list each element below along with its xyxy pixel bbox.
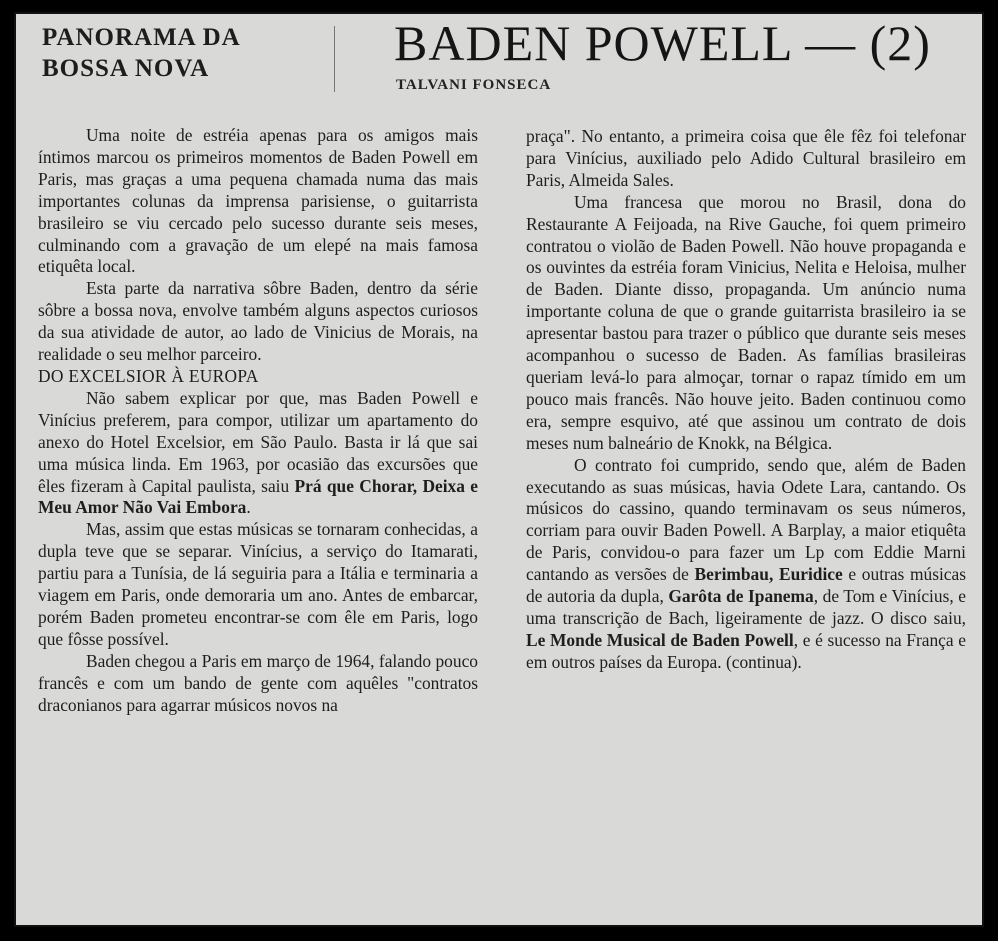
song-title: Euridice	[778, 564, 843, 585]
article-headline: BADEN POWELL — (2)	[394, 15, 931, 71]
song-title: Garôta de Ipanema	[668, 586, 814, 607]
author-byline: TALVANI FONSECA	[396, 77, 552, 93]
song-title: Prá que Chorar	[294, 475, 413, 496]
album-title: Le Monde Musical de Baden Powell	[526, 629, 794, 650]
text-run: O contrato foi cumprido, sendo que, além de Baden executando as suas músicas, havia Odete Lara, cantando. Os músicos do cassino, quando terminavam os seus números, corriam para ouvir Baden Powell. A Barplay, a maior etiquêta de Paris, convidou-o para fazer um Lp com Eddie Marni cantando as versões de	[526, 454, 966, 585]
paragraph: Uma francesa que morou no Brasil, dona do Restaurante A Feijoada, na Rive Gauche, foi quem primeiro contratou o violão de Baden Powell. Não houve propaganda e os ouvintes da estréia foram Vinicius, Nelita e Heloisa, mulher de Baden. Diante disso, propaganda. Um anúncio numa importante coluna de que o grande guitarrista brasileiro ia se apresentar bastou para trazer o público que durante seis meses acompanhou o sucesso de Baden. As famílias brasileiras queriam levá-lo para almoçar, tornar o rapaz tímido em um pouco mais francês. Não houve jeito. Baden continuou como era, sempre esquivo, até que assinou um contrato de dois meses num balneário de Knokk, na Bélgica.	[526, 191, 966, 453]
paragraph: Esta parte da narrativa sôbre Baden, dentro da série sôbre a bossa nova, envolve também alguns aspectos curiosos da sua atividade de autor, ao lado de Vinicius de Morais, na realidade o seu melhor parceiro.	[38, 278, 478, 365]
subheading: DO EXCELSIOR À EUROPA	[38, 365, 259, 386]
text-run: , de Tom e Vinícius, e uma transcrição de Bach, ligeiramente de jazz. O disco saiu,	[526, 586, 966, 628]
kicker-line-1: PANORAMA DA	[42, 24, 241, 51]
paragraph	[526, 455, 966, 674]
song-title: Deixa e Meu Amor Não Vai Embora	[38, 475, 478, 518]
kicker-line-2: BOSSA NOVA	[42, 55, 210, 82]
section-kicker	[42, 22, 241, 84]
paragraph: Baden chegou a Paris em março de 1964, falando pouco francês e com um bando de gente com aquêles "contratos draconianos para agarrar músicos novos na	[38, 650, 478, 715]
paragraph: praça". No entanto, a primeira coisa que êle fêz foi telefonar para Vinícius, auxiliado pelo Adido Cultural brasileiro em Paris, Almeida Sales.	[526, 126, 966, 190]
paragraph	[38, 388, 478, 519]
text-run: ,	[412, 475, 423, 496]
header-divider	[334, 26, 335, 92]
text-run: .	[246, 497, 251, 518]
text-run: Não sabem explicar por que, mas Baden Powell e Vinícius preferem, para compor, utilizar um apartamento do anexo do Hotel Excelsior, em São Paulo. Basta ir lá que sai uma música linda. Em 1963, por ocasião das excursões que êles fizeram à Capital paulista, saiu	[38, 387, 478, 496]
paragraph: Uma noite de estréia apenas para os amigos mais íntimos marcou os primeiros momentos de Baden Powell em Paris, mas graças a uma pequena chamada numa das mais importantes colunas da imprensa parisiense, o guitarrista brasileiro se viu cercado pelo sucesso durante seis meses, culminando com a gravação de um elepé na mais famosa etiquêta local.	[38, 125, 478, 277]
article-column-left	[38, 125, 478, 716]
song-title: Berimbau	[694, 564, 769, 585]
paragraph: Mas, assim que estas músicas se tornaram conhecidas, a dupla teve que se separar. Vinícius, a serviço do Itamarati, partiu para a Tunísia, de lá seguiria para a Itália e terminaria a viagem em Paris, onde demoraria um ano. Antes de embarcar, porém Baden prometeu encontrar-se com êle em Paris, logo que fôsse possível.	[38, 519, 478, 649]
text-run: , e é sucesso na França e em outros países da Europa. (continua).	[526, 629, 966, 672]
newspaper-clipping	[14, 12, 984, 927]
text-run: e outras músicas de autoria da dupla,	[526, 564, 967, 607]
text-run: ,	[768, 564, 779, 585]
article-column-right	[526, 126, 966, 674]
